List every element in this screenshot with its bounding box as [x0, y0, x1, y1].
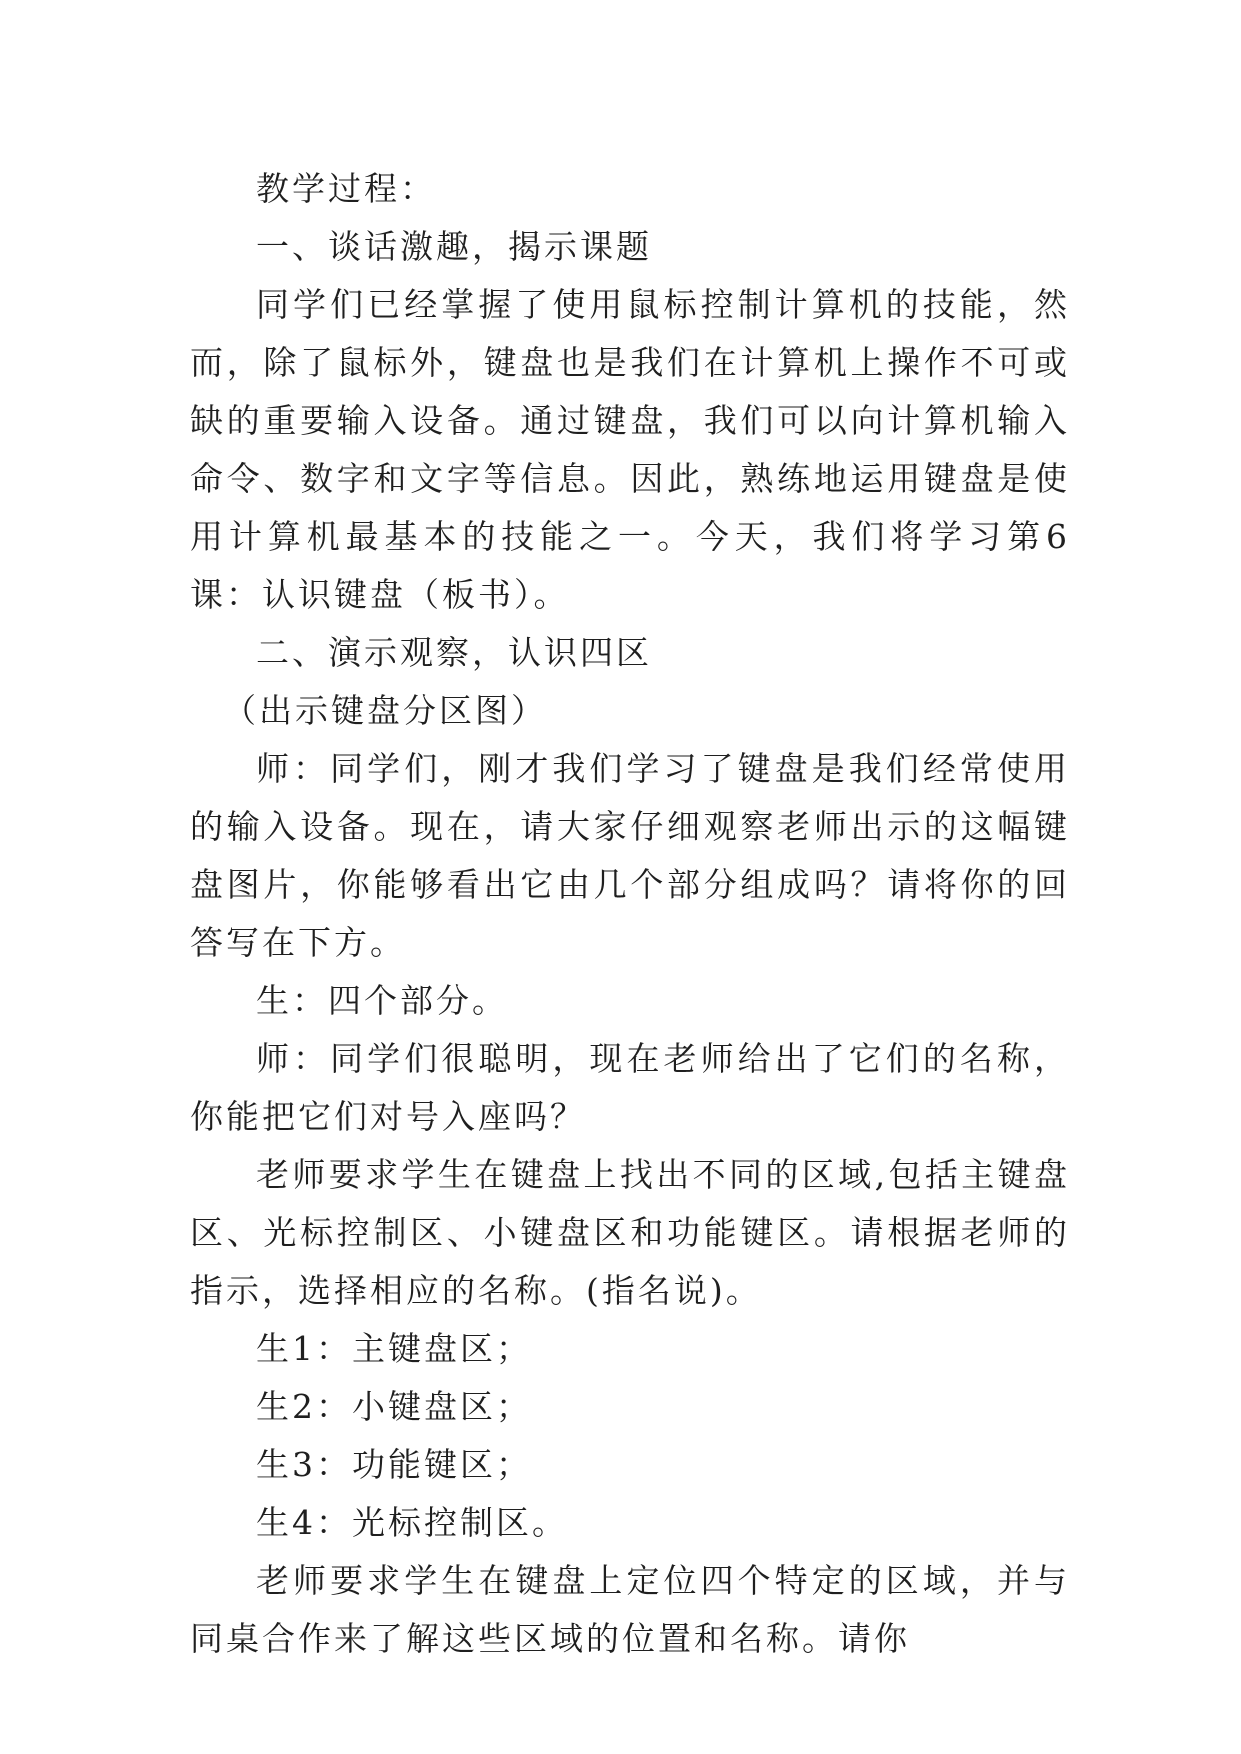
- paragraph-student-answer-2: 生2：小键盘区；: [256, 1387, 532, 1426]
- section-heading-1: 一、谈话激趣，揭示课题: [256, 227, 652, 266]
- paragraph-note: （出示键盘分区图）: [223, 691, 547, 730]
- section-heading-process: 教学过程：: [256, 169, 436, 208]
- section-heading-2: 二、演示观察，认识四区: [256, 633, 652, 672]
- paragraph-student-answer-3: 生3：功能键区；: [256, 1445, 532, 1484]
- paragraph-student-answer-1: 生1：主键盘区；: [256, 1329, 532, 1368]
- paragraph-teacher-2: 师：同学们很聪明，现在老师给出了它们的名称，你能把它们对号入座吗？: [190, 1039, 1070, 1136]
- paragraph-student-1: 生：四个部分。: [256, 981, 508, 1020]
- document-body: [190, 160, 1070, 1668]
- paragraph-teacher-1: 师：同学们，刚才我们学习了键盘是我们经常使用的输入设备。现在，请大家仔细观察老师出示的这幅键盘图片，你能够看出它由几个部分组成吗？请将你的回答写在下方。: [190, 749, 1070, 962]
- paragraph-student-answer-4: 生4：光标控制区。: [256, 1503, 568, 1542]
- paragraph-teacher-3: 老师要求学生在键盘上找出不同的区域,包括主键盘区、光标控制区、小键盘区和功能键区。请根据老师的指示，选择相应的名称。(指名说)。: [190, 1155, 1070, 1310]
- paragraph-intro: 同学们已经掌握了使用鼠标控制计算机的技能，然而，除了鼠标外，键盘也是我们在计算机上操作不可或缺的重要输入设备。通过键盘，我们可以向计算机输入命令、数字和文字等信息。因此，熟练地运用键盘是使用计算机最基本的技能之一。今天，我们将学习第6课：认识键盘（板书）。: [190, 285, 1070, 614]
- paragraph-teacher-4: 老师要求学生在键盘上定位四个特定的区域，并与同桌合作来了解这些区域的位置和名称。请你: [190, 1561, 1070, 1658]
